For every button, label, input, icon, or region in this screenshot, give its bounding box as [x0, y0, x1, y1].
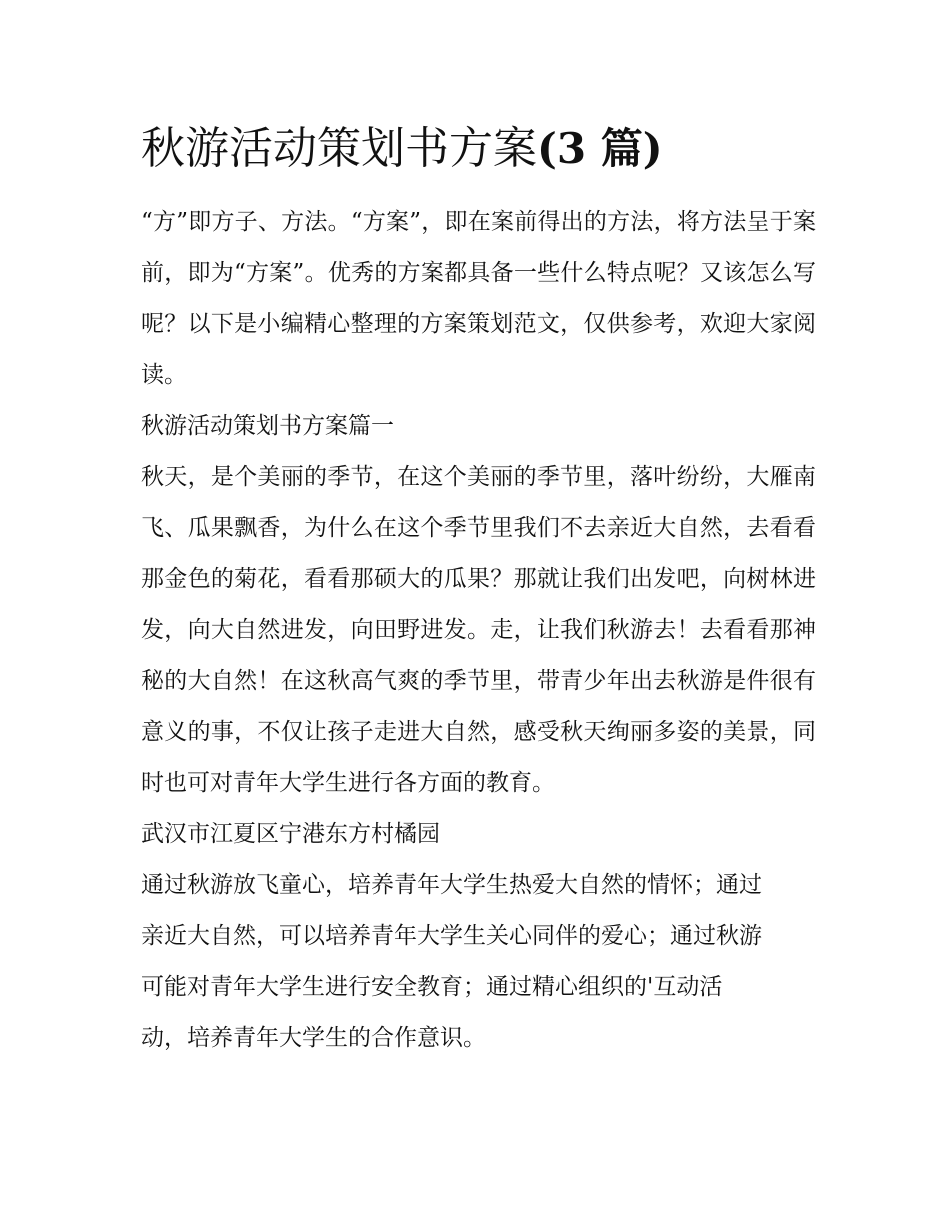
section-body-paragraph: 秋天，是个美丽的季节，在这个美丽的季节里，落叶纷纷，大雁南飞、瓜果飘香，为什么在这个季节里我们不去亲近大自然，去看看那金色的菊花，看看那硕大的瓜果？那就让我们出发吧，向树林进发，向大自然进发，向田野进发。走，让我们秋游去！去看看那神秘的大自然！在这秋高气爽的季节里，带青少年出去秋游是件很有意义的事，不仅让孩子走进大自然，感受秋天绚丽多姿的美景，同时也可对青年大学生进行各方面的教育。: [141, 464, 816, 796]
location-line: 武汉市江夏区宁港东方村橘园: [141, 821, 440, 847]
purpose-line: 亲近大自然，可以培养青年大学生关心同伴的爱心；通过秋游: [141, 923, 762, 949]
purpose-line: 可能对青年大学生进行安全教育；通过精心组织的'互动活: [141, 974, 723, 1000]
purpose-line: 通过秋游放飞童心，培养青年大学生热爱大自然的情怀；通过: [141, 872, 762, 898]
intro-paragraph: “方”即方子、方法。“方案”，即在案前得出的方法，将方法呈于案前，即为“方案”。优秀的方案都具备一些什么特点呢？又该怎么写呢？以下是小编精心整理的方案策划范文，仅供参考，欢迎大家阅读。: [141, 209, 816, 388]
title-main: 秋游活动策划书方案: [141, 123, 537, 174]
purpose-line: 动，培养青年大学生的合作意识。: [141, 1025, 486, 1051]
purpose-paragraph: [141, 860, 816, 1064]
document-title: [141, 118, 816, 188]
title-suffix: (3 篇): [537, 124, 663, 173]
document-content: [141, 118, 816, 1064]
section-heading: 秋游活动策划书方案篇一: [141, 413, 394, 439]
